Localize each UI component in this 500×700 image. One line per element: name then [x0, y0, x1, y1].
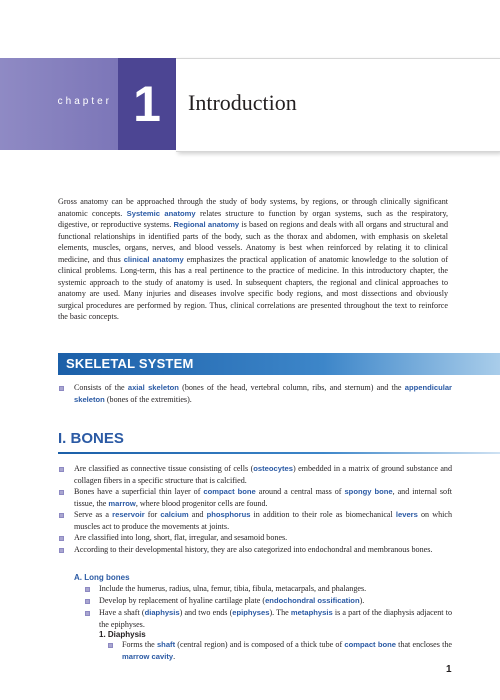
bullet-square-icon — [59, 467, 64, 472]
bullet-square-icon — [59, 490, 64, 495]
chapter-title-panel — [176, 58, 500, 152]
bullet-square-icon — [108, 643, 113, 648]
subsection-heading-long-bones: A. Long bones — [74, 573, 130, 582]
list-item: Bones have a superficial thin layer of compact bone around a central mass of spongy bone, and internal soft tissue, the marrow, where blood progenitor cells are found. — [74, 487, 453, 508]
chapter-label-panel — [0, 58, 118, 150]
bullet-square-icon — [85, 587, 90, 592]
bullet-square-icon — [85, 599, 90, 604]
chapter-title: Introduction — [188, 90, 297, 115]
list-item: According to their developmental history, they are also categorized into endochondral and membranous bones. — [74, 545, 433, 554]
list-item: Serve as a reservoir for calcium and phosphorus in addition to their role as biomechanical levers on which muscles act to produce the movements at joints. — [74, 510, 452, 531]
bullet-square-icon — [59, 548, 64, 553]
list-item: Are classified as connective tissue consisting of cells (osteocytes) embedded in a matrix of ground substance and collagen fibers in a specific structure that is calcified. — [74, 464, 453, 485]
bullet-square-icon — [59, 536, 64, 541]
keyword: Regional anatomy — [173, 220, 240, 229]
intro-paragraph: Gross anatomy can be approached through the study of body systems, by regions, or through clinically significant anatomic concepts. Systemic anatomy relates structure to function by organ systems, such as the respiratory, digestive, or reproductive systems. Regional anatomy is based on regions and deals with all organs and structural and functional relationships in identified parts of the body, such as the thorax and abdomen, with emphasis on skeletal elements, muscles, organs, nerves, and blood vessels. Anatomy is best when reinforced by relating it to clinical medicine, and thus clinical anatomy emphasizes the practical application of anatomic knowledge to the solution of clinical problems. Long-term, this has a real pertinence to the practice of medicine. In this introductory chapter, the systemic approach to the study of anatomy is used. In subsequent chapters, the regional and clinical approaches to anatomy are used. Many injuries and diseases involve specific body regions, and most dissections and obviously surgical procedures are performed by region. Thus, clinical correlations are presented throughout the text to reinforce the basic concepts. — [58, 197, 449, 321]
section-heading-skeletal-system: SKELETAL SYSTEM — [58, 353, 500, 375]
page-number: 1 — [446, 664, 452, 675]
chapter-label: chapter — [57, 96, 112, 107]
subsubsection-heading-diaphysis: 1. Diaphysis — [99, 630, 146, 639]
bullet-square-icon — [59, 513, 64, 518]
chapter-number-box — [118, 58, 176, 150]
list-item: Are classified into long, short, flat, irregular, and sesamoid bones. — [74, 533, 288, 542]
list-item: Include the humerus, radius, ulna, femur, tibia, fibula, metacarpals, and phalanges. — [99, 584, 367, 593]
keyword: Systemic anatomy — [126, 208, 196, 218]
keyword: clinical anatomy — [123, 254, 184, 264]
list-item: Develop by replacement of hyaline cartilage plate (endochondral ossification). — [99, 596, 365, 605]
list-item: Forms the shaft (central region) and is composed of a thick tube of compact bone that encloses the marrow cavity. — [122, 640, 452, 661]
bullet-square-icon — [59, 386, 64, 391]
list-item: Have a shaft (diaphysis) and two ends (epiphyses). The metaphysis is a part of the diaphysis adjacent to the epiphyses. — [99, 608, 453, 629]
chapter-header — [0, 58, 500, 150]
list-item: Consists of the axial skeleton (bones of the head, vertebral column, ribs, and sternum) and the appendicular skeleton (bones of the extremities). — [74, 383, 453, 404]
bullet-square-icon — [85, 611, 90, 616]
chapter-number: 1 — [133, 76, 161, 132]
heading-rule — [58, 452, 500, 454]
